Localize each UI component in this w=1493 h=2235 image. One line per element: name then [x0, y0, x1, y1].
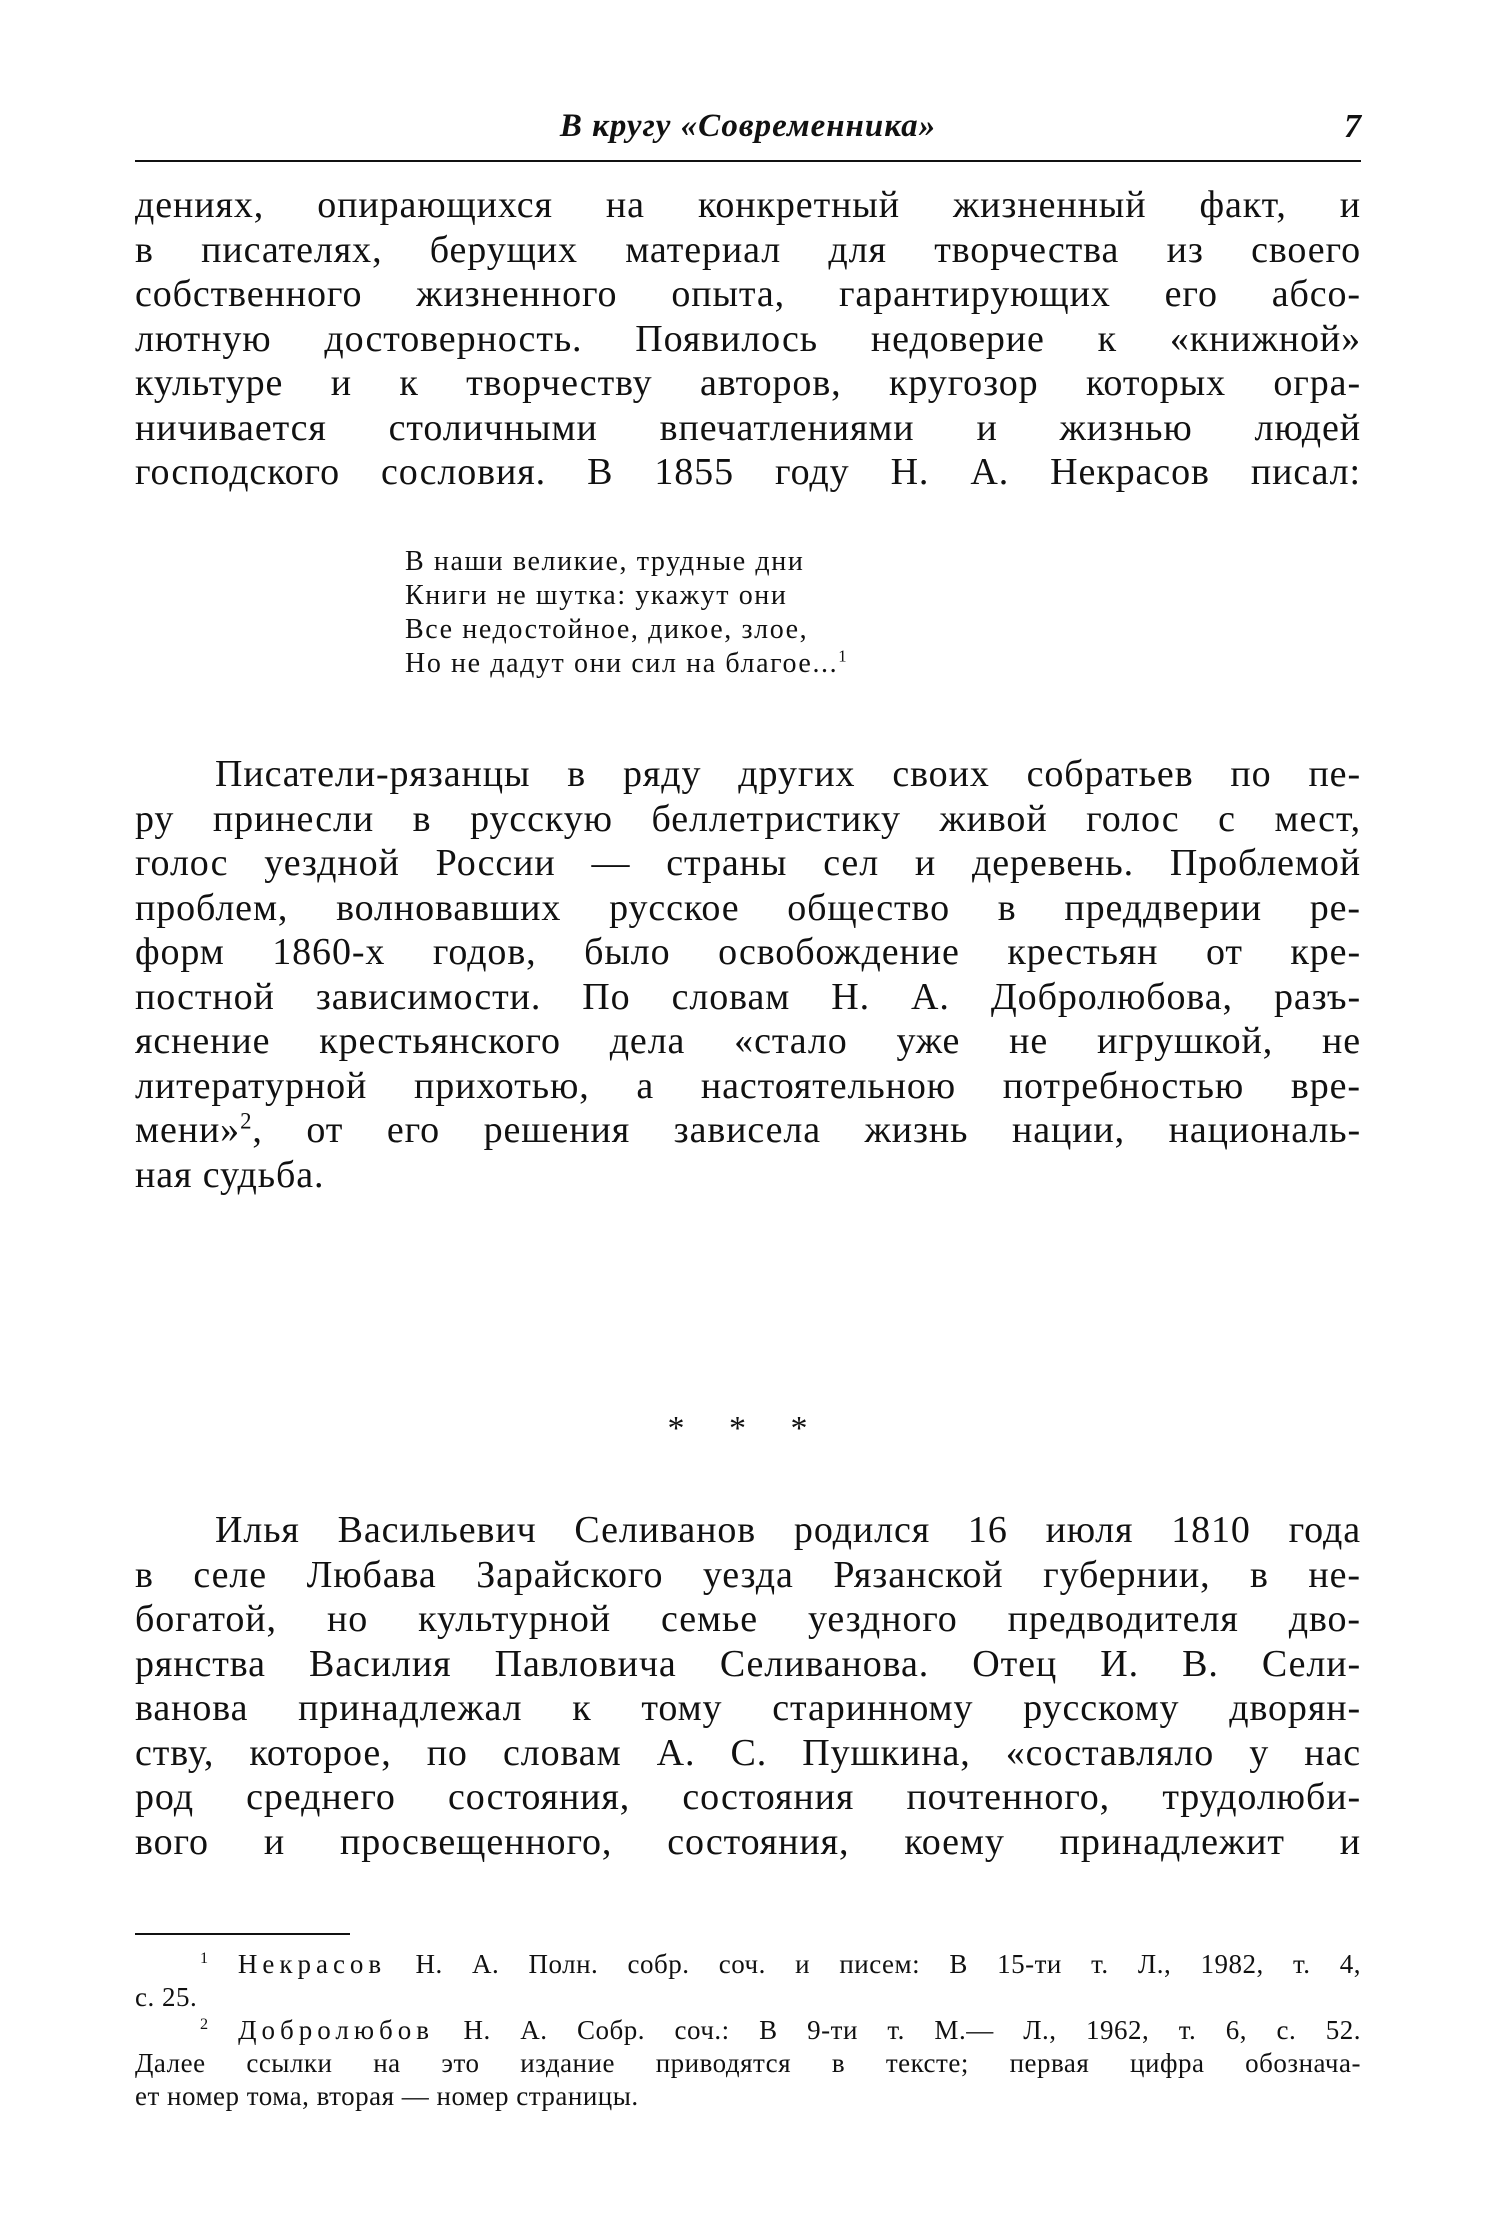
- footnote-text: Н. А. Собр. соч.: В 9-ти т. М.— Л., 1962, т. 6, с. 52.: [434, 2015, 1362, 2045]
- line-start: мени»: [135, 1109, 241, 1151]
- footnote-author: Некрасов: [237, 1949, 387, 1979]
- text-line: ству, которое, по словам А. С. Пушкина, «составляло у нас: [135, 1731, 1361, 1774]
- text-line: ванова принадлежал к тому старинному русскому дворян-: [135, 1687, 1361, 1729]
- text-line: богатой, но культурной семье уездного предводителя дво-: [135, 1598, 1361, 1640]
- text-line: культуре и к творчеству авторов, кругозор которых огра-: [135, 362, 1361, 404]
- text-line: постной зависимости. По словам Н. А. Добролюбова, разъ-: [135, 975, 1361, 1018]
- footnotes: [135, 1948, 1361, 2113]
- text-line: вого и просвещенного, состояния, коему принадлежит и: [135, 1820, 1361, 1863]
- poem-line: Все недостойное, дикое, злое,: [405, 614, 809, 645]
- footnote-number: 1: [200, 1949, 209, 1967]
- text-line: ру принесли в русскую беллетристику живой голос с мест,: [135, 797, 1361, 840]
- footnote-1: [135, 1948, 1361, 1981]
- paragraph-3: [135, 1508, 1361, 1864]
- page-number: 7: [1344, 108, 1361, 145]
- text-line: господского сословия. В 1855 году Н. А. Некрасов писал:: [135, 451, 1361, 493]
- paragraph-2: [135, 752, 1361, 1197]
- text-line: яснение крестьянского дела «стало уже не игрушкой, не: [135, 1020, 1361, 1062]
- text-line: Илья Васильевич Селиванов родился 16 июля 1810 года: [215, 1509, 1361, 1551]
- line-end: , от его решения зависела жизнь нации, националь-: [252, 1109, 1361, 1151]
- footnote-2-cont: Далее ссылки на это издание приводятся в тексте; первая цифра обознача-: [135, 2048, 1361, 2078]
- footnote-author: Добролюбов: [238, 2015, 435, 2045]
- footnote-mark: 2: [240, 1108, 253, 1134]
- footnote-2-cont: ет номер тома, вторая — номер страницы.: [135, 2081, 639, 2111]
- paragraph-1: [135, 183, 1361, 495]
- footnote-mark: 1: [838, 646, 849, 666]
- text-line: дениях, опирающихся на конкретный жизненный факт, и: [135, 184, 1361, 226]
- text-line: собственного жизненного опыта, гарантирующих его абсо-: [135, 273, 1361, 315]
- text-line: рянства Василия Павловича Селиванова. Отец И. В. Сели-: [135, 1642, 1361, 1685]
- text-line: в писателях, берущих материал для творчества из своего: [135, 228, 1361, 271]
- poem-line: Книги не шутка: укажут они: [405, 580, 788, 611]
- poem-line: В наши великие, трудные дни: [405, 546, 805, 577]
- text-line: ная судьба.: [135, 1153, 325, 1196]
- footnote-2: [135, 2014, 1361, 2047]
- text-line: ничивается столичными впечатлениями и жизнью людей: [135, 406, 1361, 449]
- text-line: род среднего состояния, состояния почтенного, трудолюби-: [135, 1776, 1361, 1818]
- footnote-divider: [135, 1933, 350, 1935]
- section-separator: * * *: [667, 1410, 826, 1447]
- text-line: лютную достоверность. Появилось недоверие к «книжной»: [135, 317, 1361, 360]
- text-line: в селе Любава Зарайского уезда Рязанской губернии, в не-: [135, 1553, 1361, 1596]
- poem-line: [405, 647, 1005, 681]
- poem-quote: [405, 545, 1005, 681]
- footnote-number: 2: [200, 2015, 209, 2033]
- text-line: голос уездной России — страны сел и деревень. Проблемой: [135, 842, 1361, 884]
- poem-line-text: Но не дадут они сил на благое...: [405, 648, 839, 679]
- running-title: В кругу «Современника»: [559, 108, 937, 144]
- text-line: проблем, волновавших русское общество в преддверии ре-: [135, 886, 1361, 929]
- footnote-text: Н. А. Полн. собр. соч. и писем: В 15-ти т. Л., 1982, т. 4,: [386, 1949, 1362, 1979]
- text-line: форм 1860-х годов, было освобождение крестьян от кре-: [135, 931, 1361, 973]
- text-line: Писатели-рязанцы в ряду других своих собратьев по пе-: [215, 753, 1361, 795]
- footnote-1-cont: с. 25.: [135, 1982, 198, 2012]
- running-header: [135, 108, 1361, 162]
- text-line: [135, 1108, 1361, 1153]
- text-line: литературной прихотью, а настоятельною потребностью вре-: [135, 1064, 1361, 1107]
